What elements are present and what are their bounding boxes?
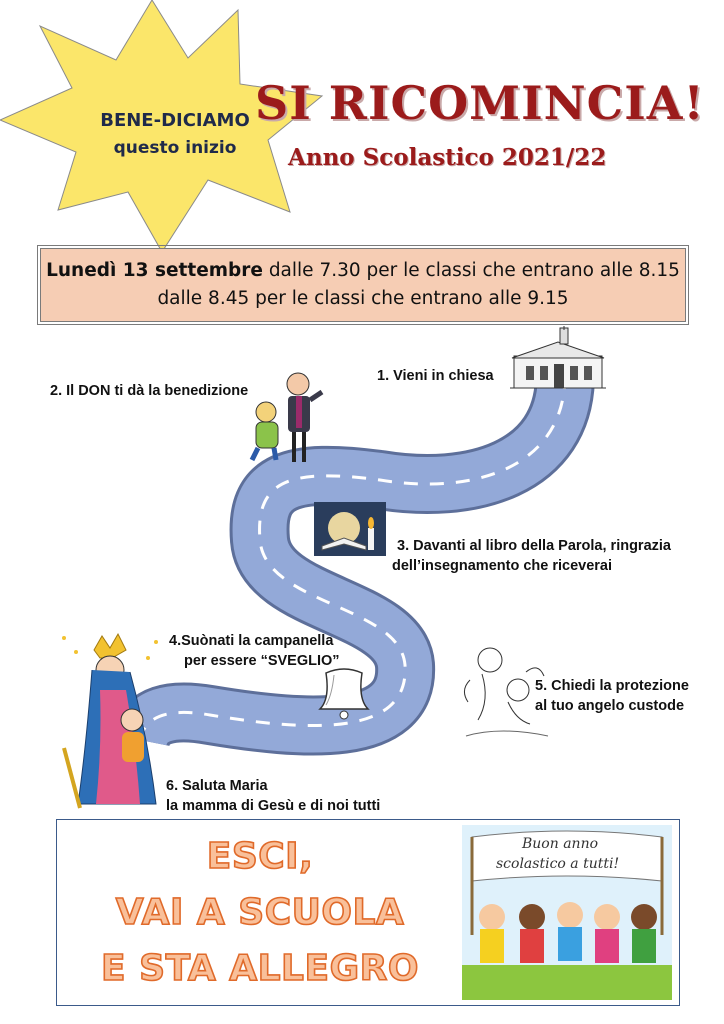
bell-icon xyxy=(312,665,378,721)
bible-candle-icon xyxy=(314,502,386,556)
page-title: SI RICOMINCIA! xyxy=(255,76,705,130)
page-subtitle: Anno Scolastico 2021/22 xyxy=(288,144,607,171)
schedule-line-1 xyxy=(41,257,685,285)
schedule-line-1-rest: dalle 7.30 per le classi che entrano alle 8.15 xyxy=(262,260,680,281)
priest-blessing-icon xyxy=(246,368,332,466)
schedule-line-2: dalle 8.45 per le classi che entrano alle 9.15 xyxy=(157,288,569,309)
schedule-box xyxy=(40,248,686,322)
schedule-day: Lunedì 13 settembre xyxy=(46,260,263,281)
step-3-label-a: 3. Davanti al libro della Parola, ringrazia xyxy=(397,538,671,554)
step-4-label-a: 4.Suònati la campanella xyxy=(169,633,334,649)
step-3-label-b: dell’insegnamento che riceverai xyxy=(392,558,613,574)
closing-line-3: E STA ALLEGRO xyxy=(101,948,419,989)
banner-line-2: scolastico a tutti! xyxy=(496,856,620,872)
closing-line-1: ESCI, xyxy=(206,836,314,877)
step-1-label: 1. Vieni in chiesa xyxy=(377,368,494,384)
step-4-label-b: per essere “SVEGLIO” xyxy=(184,653,340,669)
step-6-label-b: la mamma di Gesù e di noi tutti xyxy=(166,798,381,814)
closing-line-2: VAI A SCUOLA xyxy=(115,892,405,933)
madonna-icon xyxy=(56,628,168,810)
banner-line-1: Buon anno xyxy=(522,836,599,852)
step-5-label-b: al tuo angelo custode xyxy=(535,698,685,714)
church-icon xyxy=(510,326,606,392)
star-line-2: questo inizio xyxy=(113,138,237,158)
step-5-label-a: 5. Chiedi la protezione xyxy=(535,678,689,694)
star-line-1: BENE-DICIAMO xyxy=(100,110,250,131)
step-2-label: 2. Il DON ti dà la benedizione xyxy=(50,383,249,399)
step-6-label-a: 6. Saluta Maria xyxy=(166,778,268,794)
